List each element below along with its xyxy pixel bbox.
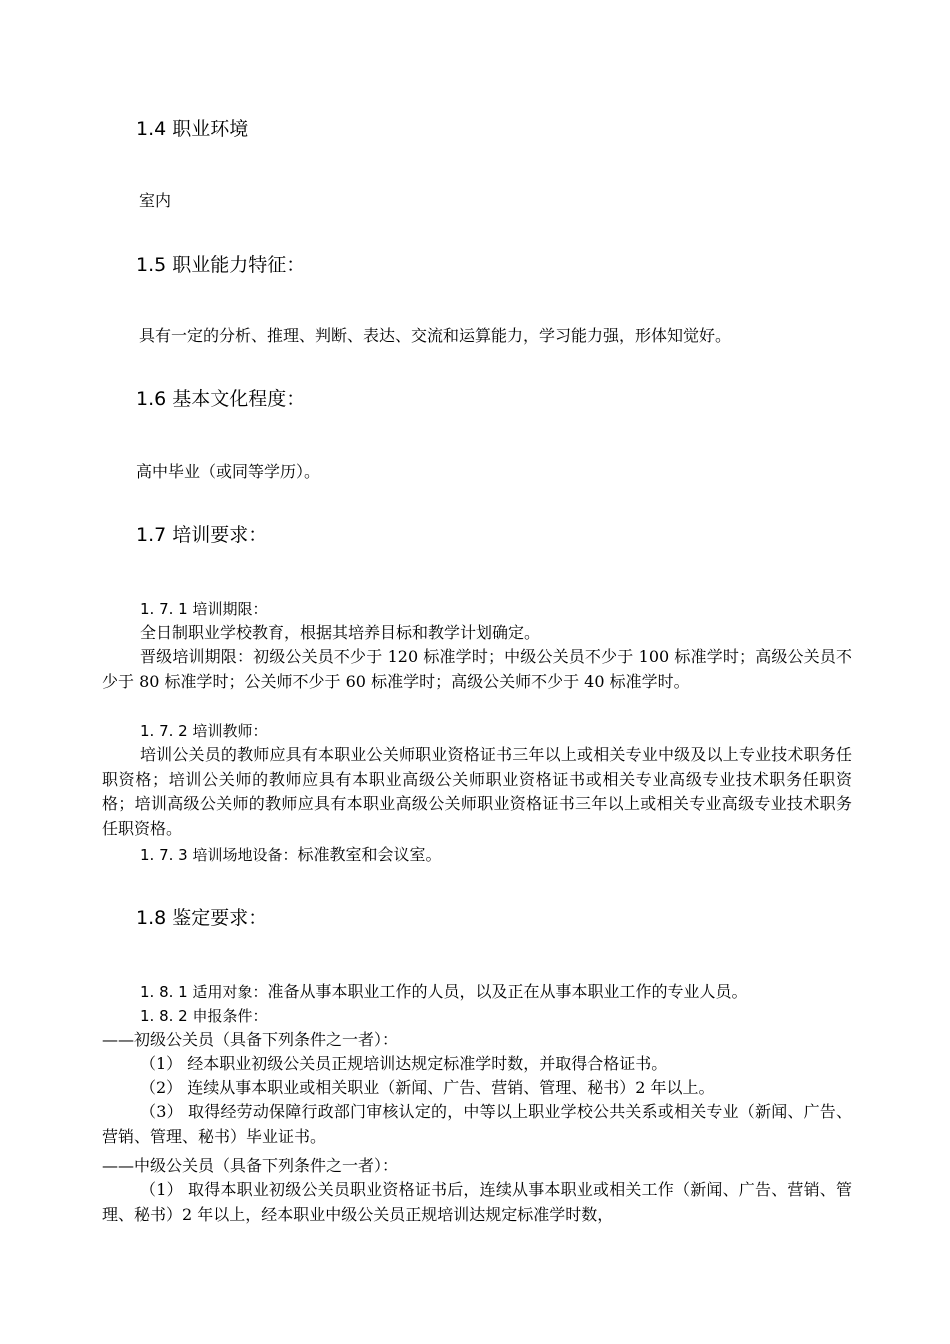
section-1-8-2-label: 1. 8. 2 申报条件： bbox=[140, 1007, 268, 1025]
section-1-8-1 bbox=[140, 980, 748, 1004]
middle-title: ——中级公关员（具备下列条件之一者）： bbox=[102, 1156, 399, 1175]
junior-title: ——初级公关员（具备下列条件之一者）： bbox=[102, 1030, 399, 1049]
section-1-7-1 bbox=[140, 597, 267, 621]
section-1-7-3-text: 标准教室和会议室。 bbox=[297, 845, 442, 864]
section-1-7-heading: 1.7 培训要求： bbox=[136, 524, 268, 546]
section-1-8-1-label: 1. 8. 1 适用对象： bbox=[140, 983, 268, 1001]
section-1-5-heading: 1.5 职业能力特征： bbox=[136, 254, 306, 276]
junior-condition-1: （1） 经本职业初级公关员正规培训达规定标准学时数，并取得合格证书。 bbox=[140, 1054, 668, 1073]
section-1-4-heading: 1.4 职业环境 bbox=[136, 118, 249, 140]
section-1-7-3 bbox=[140, 843, 442, 867]
section-1-8-1-text: 准备从事本职业工作的人员，以及正在从事本职业工作的专业人员。 bbox=[267, 982, 748, 1001]
junior-condition-3: （3） 取得经劳动保障行政部门审核认定的，中等以上职业学校公共关系或相关专业（新闻、广告、营销、管理、秘书）毕业证书。 bbox=[102, 1102, 852, 1146]
section-1-6-heading: 1.6 基本文化程度： bbox=[136, 388, 306, 410]
middle-condition-1: （1） 取得本职业初级公关员职业资格证书后，连续从事本职业或相关工作（新闻、广告、营销、管理、秘书）2 年以上，经本职业中级公关员正规培训达规定标准学时数， bbox=[102, 1180, 852, 1224]
section-1-7-2-paragraph: 培训公关员的教师应具有本职业公关师职业资格证书三年以上或相关专业中级及以上专业技术职务任职资格；培训公关师的教师应具有本职业高级公关师职业资格证书或相关专业高级专业技术职务任职资格；培训高级公关师的教师应具有本职业高级公关师职业资格证书三年以上或相关专业高级专业技术职务任职资格。 bbox=[102, 745, 852, 838]
section-1-7-1-line1: 全日制职业学校教育，根据其培养目标和教学计划确定。 bbox=[140, 623, 541, 642]
section-1-7-2 bbox=[140, 719, 267, 743]
section-1-7-1-label: 1. 7. 1 培训期限： bbox=[140, 600, 268, 618]
section-1-5-text: 具有一定的分析、推理、判断、表达、交流和运算能力，学习能力强，形体知觉好。 bbox=[139, 326, 732, 345]
section-1-6-text: 高中毕业（或同等学历）。 bbox=[136, 462, 321, 481]
section-1-8-heading: 1.8 鉴定要求： bbox=[136, 907, 268, 929]
section-1-8-2 bbox=[140, 1004, 267, 1028]
section-1-7-1-paragraph: 晋级培训期限：初级公关员不少于 120 标准学时；中级公关员不少于 100 标准学时；高级公关员不少于 80 标准学时；公关师不少于 60 标准学时；高级公关师不少于 40 标准学时。 bbox=[102, 647, 852, 691]
section-1-7-3-label: 1. 7. 3 培训场地设备： bbox=[140, 846, 298, 864]
section-1-7-2-label: 1. 7. 2 培训教师： bbox=[140, 722, 268, 740]
section-1-4-text: 室内 bbox=[139, 191, 172, 210]
junior-condition-2: （2） 连续从事本职业或相关职业（新闻、广告、营销、管理、秘书）2 年以上。 bbox=[140, 1078, 715, 1097]
